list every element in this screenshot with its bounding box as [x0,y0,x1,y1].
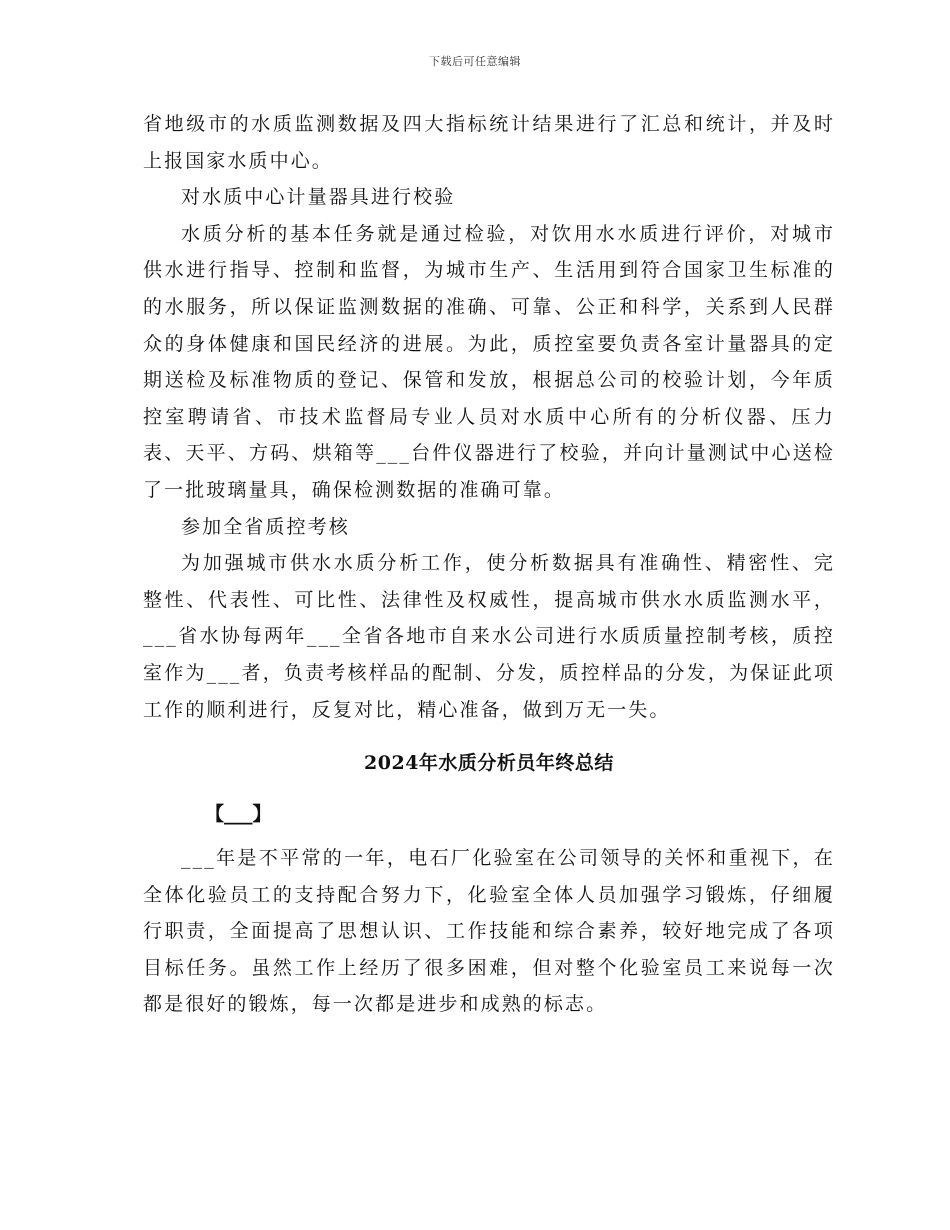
subheading-calibration: 对水质中心计量器具进行校验 [181,186,456,209]
paragraph-calibration: 水质分析的基本任务就是通过检验，对饮用水水质进行评价，对城市供水进行指导、控制和监督，为城市生产、生活用到符合国家卫生标准的的水服务，所以保证监测数据的准确、可靠、公正和科学，关系到人民群众的身体健康和国民经济的进展。为此，质控室要负责各室计量器具的定期送检及标准物质的登记、保管和发放，根据总公司的校验计划，今年质控室聘请省、市技术监督局专业人员对水质中心所有的分析仪器、压力表、天平、方码、烘箱等___台件仪器进行了校验，并向计量测试中心送检了一批玻璃量具，确保检测数据的准确可靠。 [143,222,835,501]
paragraph-summary: ___年是不平常的一年，电石厂化验室在公司领导的关怀和重视下，在全体化验员工的支持配合努力下，化验室全体人员加强学习锻炼，仔细履行职责，全面提高了思想认识、工作技能和综合素养，较好地完成了各项目标任务。虽然工作上经历了很多困难，但对整个化验室员工来说每一次都是很好的锻炼，每一次都是进步和成熟的标志。 [143,847,835,1016]
bracket-label: 【___】 [205,803,272,826]
section-title: 2024年水质分析员年终总结 [364,752,614,775]
document-body [143,106,835,1023]
page-header: 下载后可任意编辑 [429,55,521,68]
paragraph-quality-assessment: 为加强城市供水水质分析工作，使分析数据具有准确性、精密性、完整性、代表性、可比性、法律性及权威性，提高城市供水水质监测水平，___省水协每两年___全省各地市自来水公司进行水质质量控制考核，质控室作为___者，负责考核样品的配制、分发，质控样品的分发，为保证此项工作的顺利进行，反复对比，精心准备，做到万无一失。 [143,552,835,721]
paragraph-continuation: 省地级市的水质监测数据及四大指标统计结果进行了汇总和统计，并及时上报国家水质中心。 [143,113,835,172]
subheading-quality-assessment: 参加全省质控考核 [181,515,350,538]
